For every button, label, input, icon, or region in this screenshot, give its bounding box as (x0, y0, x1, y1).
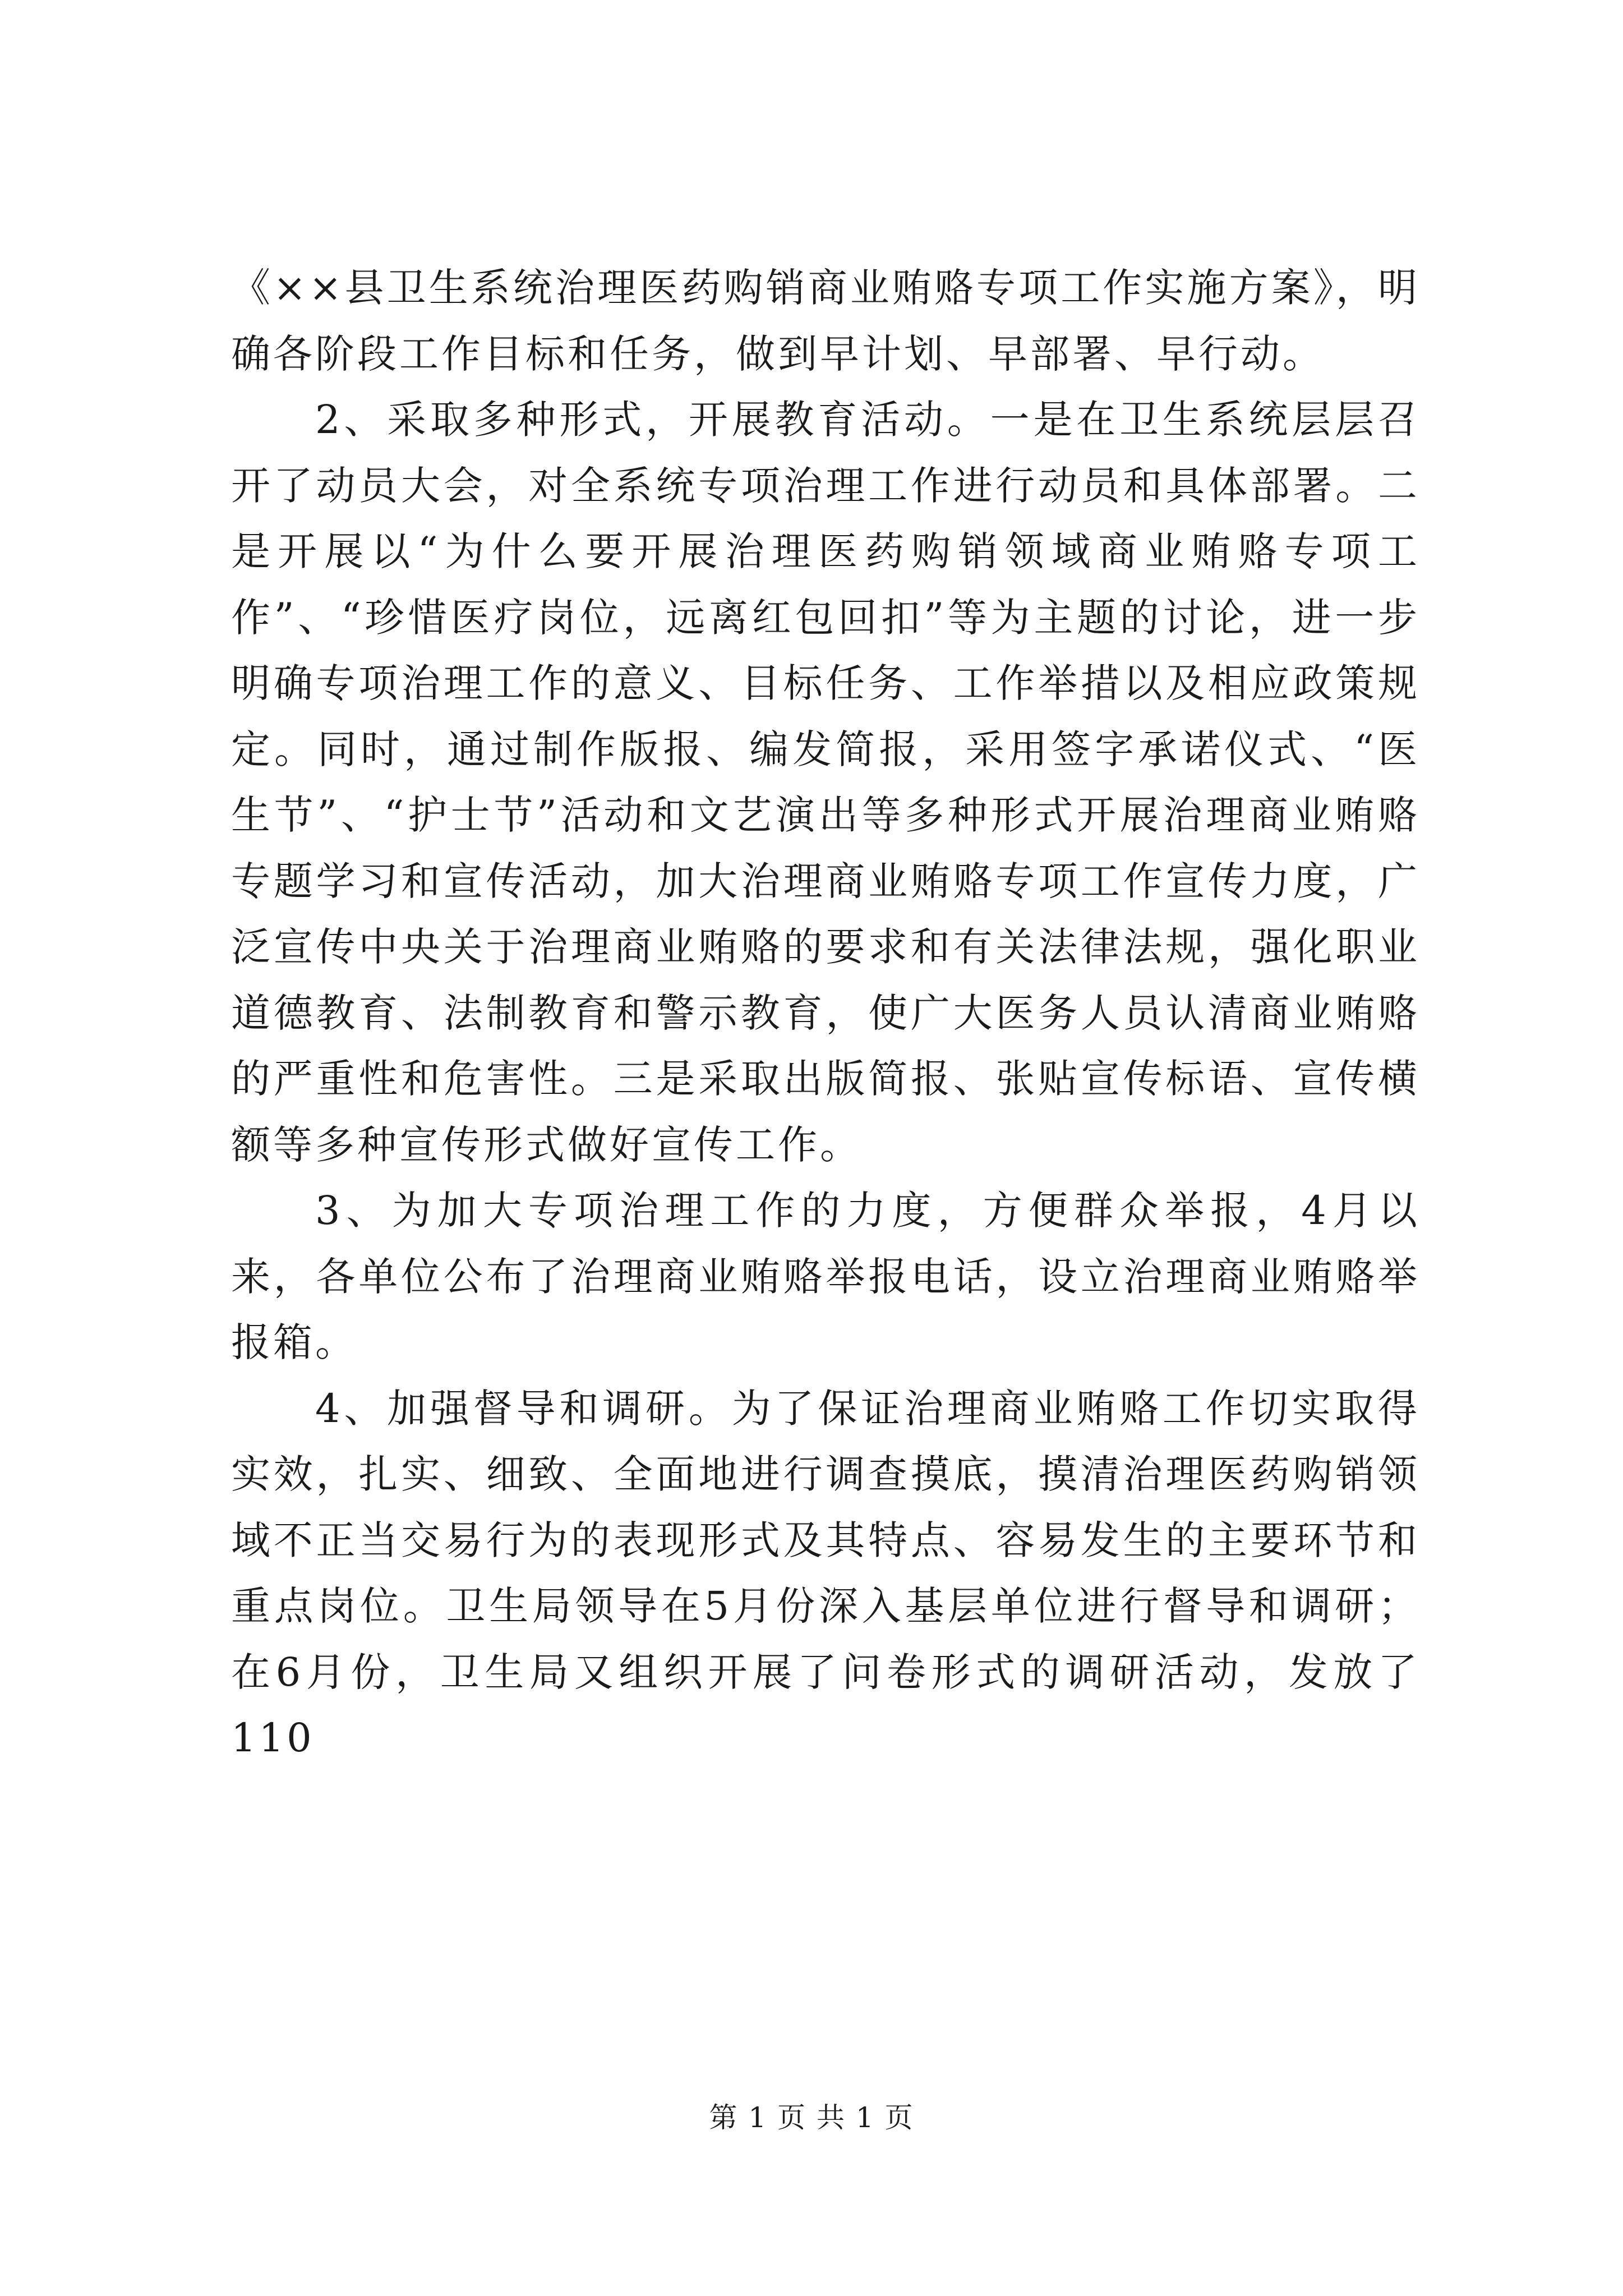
paragraph-continuation: 《××县卫生系统治理医药购销商业贿赂专项工作实施方案》，明确各阶段工作目标和任务，做到早计划、早部署、早行动。 (231, 265, 1420, 377)
paragraph-item-4: 4、加强督导和调研。为了保证治理商业贿赂工作切实取得实效，扎实、细致、全面地进行调查摸底，摸清治理医药购销领域不正当交易行为的表现形式及其特点、容易发生的主要环节和重点岗位。卫生局领导在5月份深入基层单位进行督导和调研；在6月份，卫生局又组织开展了问卷形式的调研活动，发放了110 (231, 1385, 1420, 1761)
document-body (231, 255, 1420, 1772)
paragraph-item-3: 3、为加大专项治理工作的力度，方便群众举报，4月以来，各单位公布了治理商业贿赂举报电话，设立治理商业贿赂举报箱。 (231, 1188, 1420, 1365)
page-footer (0, 2098, 1623, 2137)
page-number-label: 第 1 页 共 1 页 (709, 2101, 914, 2134)
paragraph-item-2: 2、采取多种形式，开展教育活动。一是在卫生系统层层召开了动员大会，对全系统专项治理工作进行动员和具体部署。二是开展以“为什么要开展治理医药购销领域商业贿赂专项工作”、“珍惜医疗岗位，远离红包回扣”等为主题的讨论，进一步明确专项治理工作的意义、目标任务、工作举措以及相应政策规定。同时，通过制作版报、编发简报，采用签字承诺仪式、“医生节”、“护士节”活动和文艺演出等多种形式开展治理商业贿赂专题学习和宣传活动，加大治理商业贿赂专项工作宣传力度，广泛宣传中央关于治理商业贿赂的要求和有关法律法规，强化职业道德教育、法制教育和警示教育，使广大医务人员认清商业贿赂的严重性和危害性。三是采取出版简报、张贴宣传标语、宣传横额等多种宣传形式做好宣传工作。 (231, 397, 1420, 1168)
